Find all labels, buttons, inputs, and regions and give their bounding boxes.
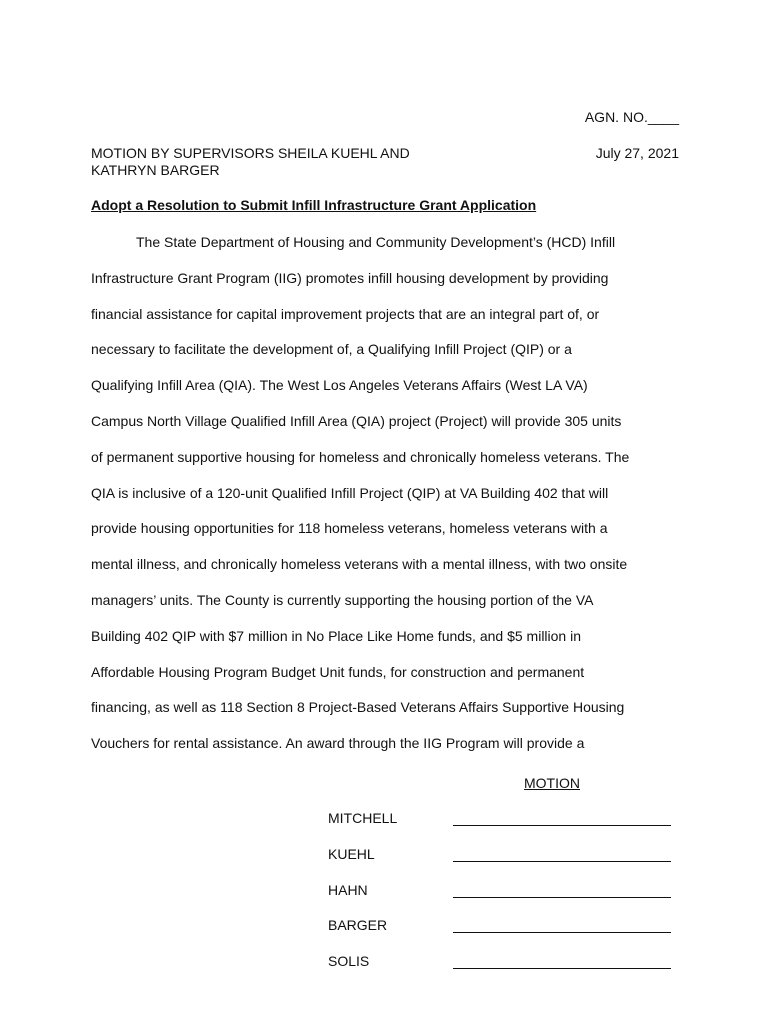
- vote-row-barger: [328, 917, 678, 953]
- motion-by-supervisors: MOTION BY SUPERVISORS SHEILA KUEHL AND KATHRYN BARGER: [91, 145, 410, 178]
- motion-body: [91, 234, 681, 771]
- motion-date: July 27, 2021: [595, 145, 679, 161]
- body-line: managers’ units. The County is currently supporting the housing portion of the VA: [91, 591, 594, 608]
- vote-name: SOLIS: [328, 953, 370, 970]
- vote-table: [328, 810, 678, 989]
- body-line: Building 402 QIP with $7 million in No Place Like Home funds, and $5 million in: [91, 627, 582, 644]
- vote-row-solis: [328, 953, 678, 989]
- body-line: Campus North Village Qualified Infill Area (QIA) project (Project) will provide 305 units: [91, 412, 622, 429]
- motion-heading: MOTION: [524, 775, 580, 791]
- vote-name: MITCHELL: [328, 810, 398, 826]
- vote-name: HAHN: [328, 881, 368, 898]
- body-line: necessary to facilitate the development of, a Qualifying Infill Project (QIP) or a: [91, 341, 572, 358]
- body-line: QIA is inclusive of a 120-unit Qualified Infill Project (QIP) at VA Building 402 that will: [91, 484, 609, 501]
- vote-signature-line: [453, 825, 671, 826]
- body-line: financing, as well as 118 Section 8 Project-Based Veterans Affairs Supportive Housing: [91, 699, 625, 716]
- body-line: The State Department of Housing and Community Development’s (HCD) Infill: [136, 234, 616, 250]
- vote-signature-line: [453, 897, 671, 898]
- body-line: mental illness, and chronically homeless veterans with a mental illness, with two onsite: [91, 556, 628, 573]
- vote-signature-line: [453, 932, 671, 933]
- vote-name: BARGER: [328, 917, 388, 934]
- body-line: Affordable Housing Program Budget Unit funds, for construction and permanent: [91, 663, 585, 680]
- body-line: Vouchers for rental assistance. An award through the IIG Program will provide a: [91, 735, 585, 752]
- body-line: Qualifying Infill Area (QIA). The West Los Angeles Veterans Affairs (West LA VA): [91, 377, 588, 394]
- vote-name: KUEHL: [328, 845, 375, 862]
- body-line: provide housing opportunities for 118 homeless veterans, homeless veterans with a: [91, 520, 608, 537]
- vote-row-hahn: [328, 882, 678, 918]
- vote-row-kuehl: [328, 846, 678, 882]
- body-line: financial assistance for capital improvement projects that are an integral part of, or: [91, 305, 600, 322]
- vote-signature-line: [453, 968, 671, 969]
- vote-row-mitchell: [328, 810, 678, 846]
- agenda-number: AGN. NO.____: [584, 109, 679, 125]
- body-line: of permanent supportive housing for homeless and chronically homeless veterans. The: [91, 448, 630, 465]
- body-line: Infrastructure Grant Program (IIG) promotes infill housing development by providing: [91, 269, 609, 286]
- motion-title: Adopt a Resolution to Submit Infill Infrastructure Grant Application: [91, 197, 537, 213]
- vote-signature-line: [453, 861, 671, 862]
